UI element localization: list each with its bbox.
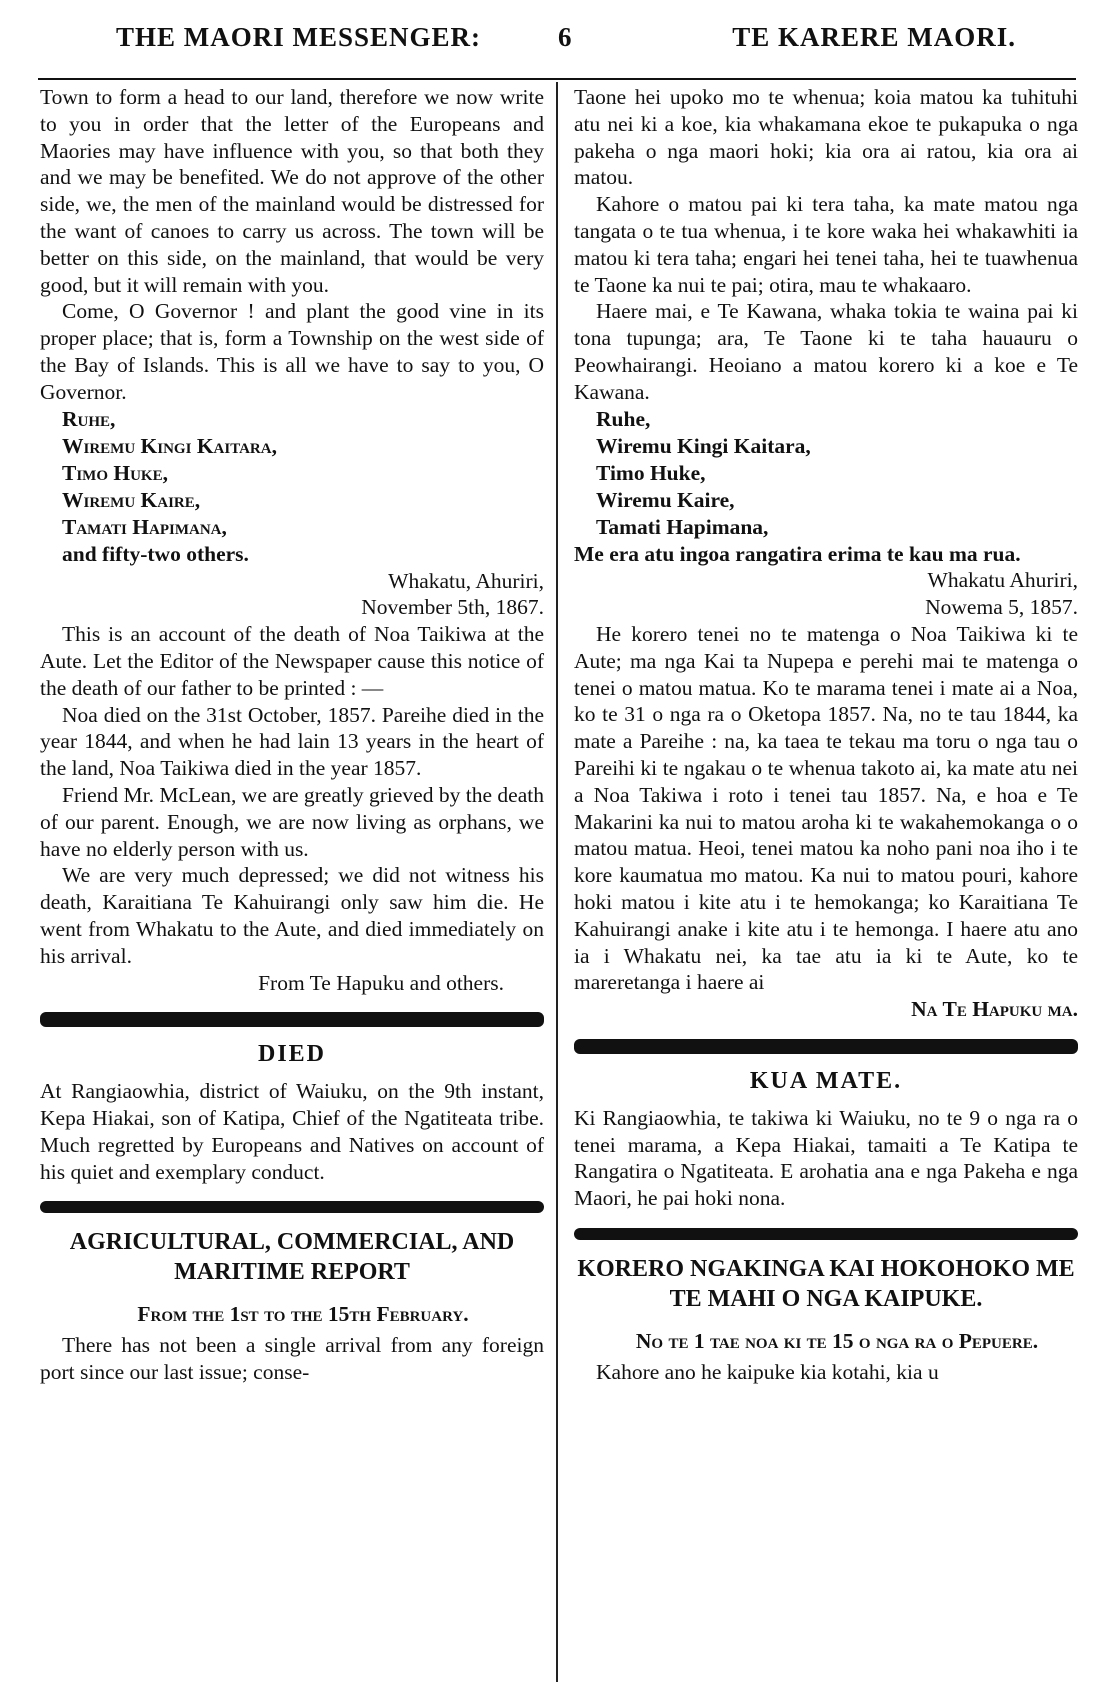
notice-paragraph: He korero tenei no te matenga o Noa Taikiwa ki te Aute; ma nga Kai ta Nupepa e perehi mai te matenga o tenei o matou matua. Ko te marama tenei i mate ai a Noa, ko te 31 o nga ra o Oketopa 1857. Na, no te tau 1844, ka mate a Pareihe : na, ka taea te tekau ma toru o nga tau o Pareihi ki te ngakau o te whenua takoto ai, ka mate atu nei a Noa Takiwa i roto i tenei tau 1857. Na, e hoa e Te Makarini ka nui to matou aroha ki te wakahemokanga o o matou matua. Heoi, tenei matou ka noho pani noa iho i te kore kaumatua mo matou. Ka nui to matou pouri, kahore hoki matou i kite atu i te hemokanga; ko Karaitiana Te Kahuirangi anake i kite atu i te hemonga. I haere atu ano ia i Whakatu nei, ka tae atu ia ki te Aute, ko te mareretanga i haere ai xyxy=(574,621,1078,995)
died-heading: KUA MATE. xyxy=(749,1067,903,1094)
section-rule xyxy=(574,1228,1078,1240)
header-maori-title: TE KARERE MAORI. xyxy=(732,22,1016,52)
report-heading: AGRICULTURAL, COMMERCIAL, AND MARITIME REPORT xyxy=(69,1229,515,1286)
notice-paragraph: This is an account of the death of Noa Taikiwa at the Aute. Let the Editor of the Newspaper cause this notice of the death of our father to be printed : — xyxy=(40,622,544,700)
maori-column xyxy=(574,84,1078,1385)
signatory: Tamati Hapimana, xyxy=(62,514,227,539)
page-header xyxy=(38,16,1076,62)
dateline-date: Nowema 5, 1857. xyxy=(925,595,1078,620)
signatory-count: and fifty-two others. xyxy=(62,541,249,566)
notice-paragraph: Noa died on the 31st October, 1857. Pareihe died in the year 1844, and when he had lain 13 years in the heart of the land, Noa Taikiwa died in the year 1857. xyxy=(40,702,544,781)
notice-signature: Na Te Hapuku ma. xyxy=(911,997,1078,1022)
signatory: Ruhe, xyxy=(62,406,116,431)
signatory: Timo Huke, xyxy=(596,460,706,485)
dateline-place: Whakatu, Ahuriri, xyxy=(388,568,544,593)
section-rule xyxy=(40,1012,544,1027)
report-date-range: No te 1 tae noa ki te 15 o nga ra o Pepuere. xyxy=(635,1328,1039,1353)
report-paragraph: There has not been a single arrival from any foreign port since our last issue; conse- xyxy=(40,1333,544,1384)
notice-paragraph: Friend Mr. McLean, we are greatly grieved by the death of our parent. Enough, we are now living as orphans, we have no elderly person with us. xyxy=(40,782,544,861)
page-number: 6 xyxy=(558,22,573,52)
died-notice: At Rangiaowhia, district of Waiuku, on the 9th instant, Kepa Hiakai, son of Katipa, Chief of the Ngatiteata tribe. Much regretted by Europeans and Natives on account of his quiet and exemplary conduct. xyxy=(40,1079,544,1184)
column-divider xyxy=(556,82,558,1682)
report-paragraph: Kahore ano he kaipuke kia kotahi, kia u xyxy=(596,1359,939,1384)
dateline-date: November 5th, 1867. xyxy=(361,595,544,620)
died-notice: Ki Rangiaowhia, te takiwa ki Waiuku, no te 9 o nga ra o tenei marama, a Kepa Hiakai, tamaiti a Te Katipa te Rangatira o Ngatiteata. E arohatia ana e nga Pakeha e nga Maori, he pai hoki nona. xyxy=(574,1105,1078,1211)
signatory-list xyxy=(40,406,544,568)
letter-paragraph: Taone hei upoko mo te whenua; koia matou ka tuhituhi atu nei ki a koe, kia whakamana ekoe te pukapuka o nga pakeha o nga maori hoki; kia ora ai ratou, kia ora ai matou. xyxy=(574,85,1078,190)
header-english-title: THE MAORI MESSENGER: xyxy=(116,22,482,52)
report-date-range: From the 1st to the 15th February. xyxy=(137,1302,469,1327)
letter-paragraph: Town to form a head to our land, therefore we now write to you in order that the letter of the Europeans and Maories may have influence with you, so that both they and we may be benefited. We do not approve of the other side, we, the men of the mainland would be distressed for the want of canoes to carry us across. The town will be better on this side, on the mainland, that would be very good, but it will remain with you. xyxy=(40,85,544,297)
section-rule xyxy=(40,1201,544,1213)
signatory: Ruhe, xyxy=(596,406,651,431)
english-column xyxy=(40,84,544,1386)
letter-paragraph: Haere mai, e Te Kawana, whaka tokia te waina pai ki tona tupunga; ara, Te Taone ki te taha hauauru o Peowhairangi. Heoiano a matou korero ki a koe e Te Kawana. xyxy=(574,299,1078,404)
signatory-list xyxy=(574,406,1078,541)
report-heading: KORERO NGAKINGA KAI HOKOHOKO ME TE MAHI O NGA KAIPUKE. xyxy=(577,1255,1075,1312)
header-rule xyxy=(38,78,1076,80)
signatory: Tamati Hapimana, xyxy=(596,514,769,539)
signatory: Wiremu Kingi Kaitara, xyxy=(596,433,811,458)
signatory: Timo Huke, xyxy=(62,460,168,485)
signatory: Wiremu Kingi Kaitara, xyxy=(62,433,277,458)
section-rule xyxy=(574,1039,1078,1054)
signatory-count: Me era atu ingoa rangatira erima te kau ma rua. xyxy=(574,541,1021,566)
signatory: Wiremu Kaire, xyxy=(62,487,201,512)
signatory: Wiremu Kaire, xyxy=(596,487,735,512)
died-heading: DIED xyxy=(257,1041,326,1068)
letter-paragraph: Come, O Governor ! and plant the good vine in its proper place; that is, form a Township on the west side of the Bay of Islands. This is all we have to say to you, O Governor. xyxy=(40,299,544,404)
letter-paragraph: Kahore o matou pai ki tera taha, ka mate matou nga tangata o te tua whenua, i te kore waka hei whakawhiti ia matou ki tera taha; engari hei tenei taha, hei te tuawhenua te Taone ka nui te pai; otira, mau te whakaaro. xyxy=(574,192,1078,297)
dateline-place: Whakatu Ahuriri, xyxy=(927,568,1078,593)
notice-signature: From Te Hapuku and others. xyxy=(258,970,504,995)
notice-paragraph: We are very much depressed; we did not witness his death, Karaitiana Te Kahuirangi only saw him die. He went from Whakatu to the Aute, and died immediately on his arrival. xyxy=(40,863,544,968)
